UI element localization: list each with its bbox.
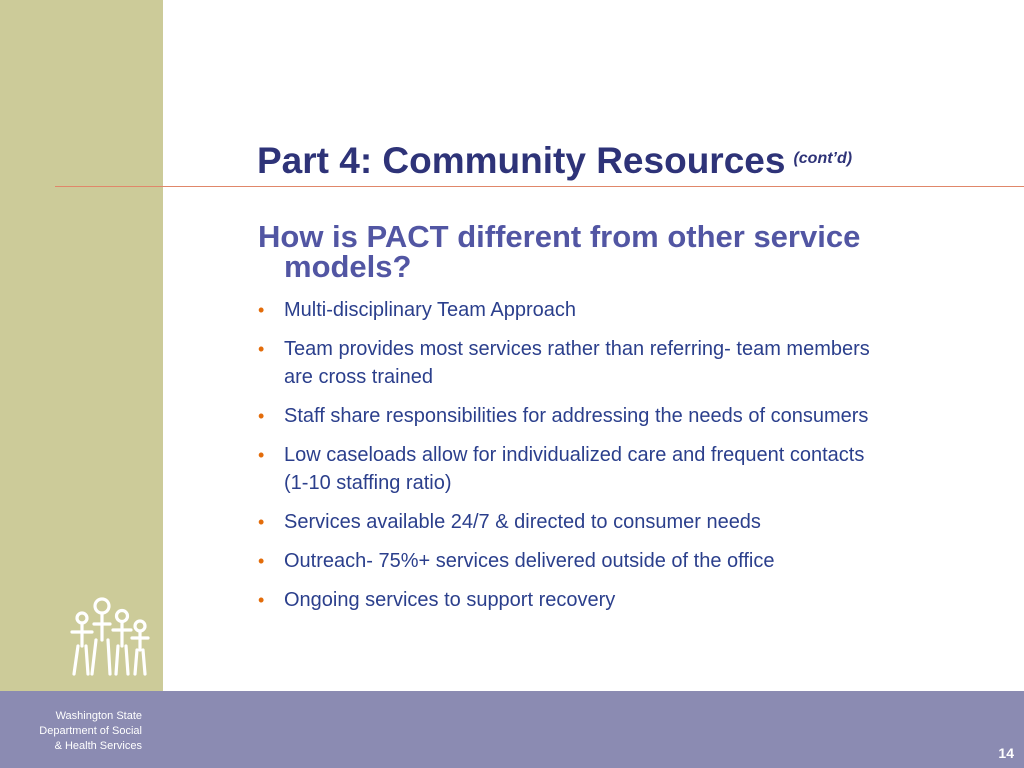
bullet-text: Staff share responsibilities for addressing the needs of consumers [284, 405, 869, 427]
side-bar [0, 0, 163, 691]
bullet-text: Team provides most services rather than referring- team members are cross trained [284, 338, 870, 388]
org-name [39, 709, 142, 754]
bullet-list [258, 296, 878, 625]
bullet-icon: • [258, 512, 265, 532]
bullet-item [258, 508, 878, 536]
slide-title [257, 136, 852, 184]
bullet-item [258, 441, 878, 497]
org-line: Department of Social [39, 725, 142, 737]
slide-title-suffix: (cont’d) [793, 150, 853, 167]
bullet-item [258, 547, 878, 575]
bullet-item [258, 586, 878, 614]
bullet-icon: • [258, 300, 265, 320]
bullet-icon: • [258, 339, 265, 359]
bullet-icon: • [258, 551, 265, 571]
bullet-text: Low caseloads allow for individualized care and frequent contacts (1-10 staffing ratio) [284, 444, 865, 494]
title-divider [55, 186, 1024, 187]
bullet-item [258, 402, 878, 430]
org-line: & Health Services [54, 740, 142, 752]
people-family-icon [66, 596, 150, 678]
bullet-icon: • [258, 590, 265, 610]
bullet-text: Ongoing services to support recovery [284, 589, 616, 611]
page-number: 14 [998, 745, 1014, 761]
org-line: Washington State [55, 710, 142, 722]
bullet-item [258, 296, 878, 324]
slide-subheading: How is PACT different from other service models? [258, 219, 861, 284]
bullet-item [258, 335, 878, 391]
slide-title-text: Part 4: Community Resources [257, 140, 786, 181]
footer-bar [0, 691, 1024, 768]
bullet-icon: • [258, 445, 265, 465]
bullet-icon: • [258, 406, 265, 426]
bullet-text: Services available 24/7 & directed to consumer needs [284, 511, 761, 533]
bullet-text: Multi-disciplinary Team Approach [284, 299, 576, 321]
bullet-text: Outreach- 75%+ services delivered outside of the office [284, 550, 775, 572]
